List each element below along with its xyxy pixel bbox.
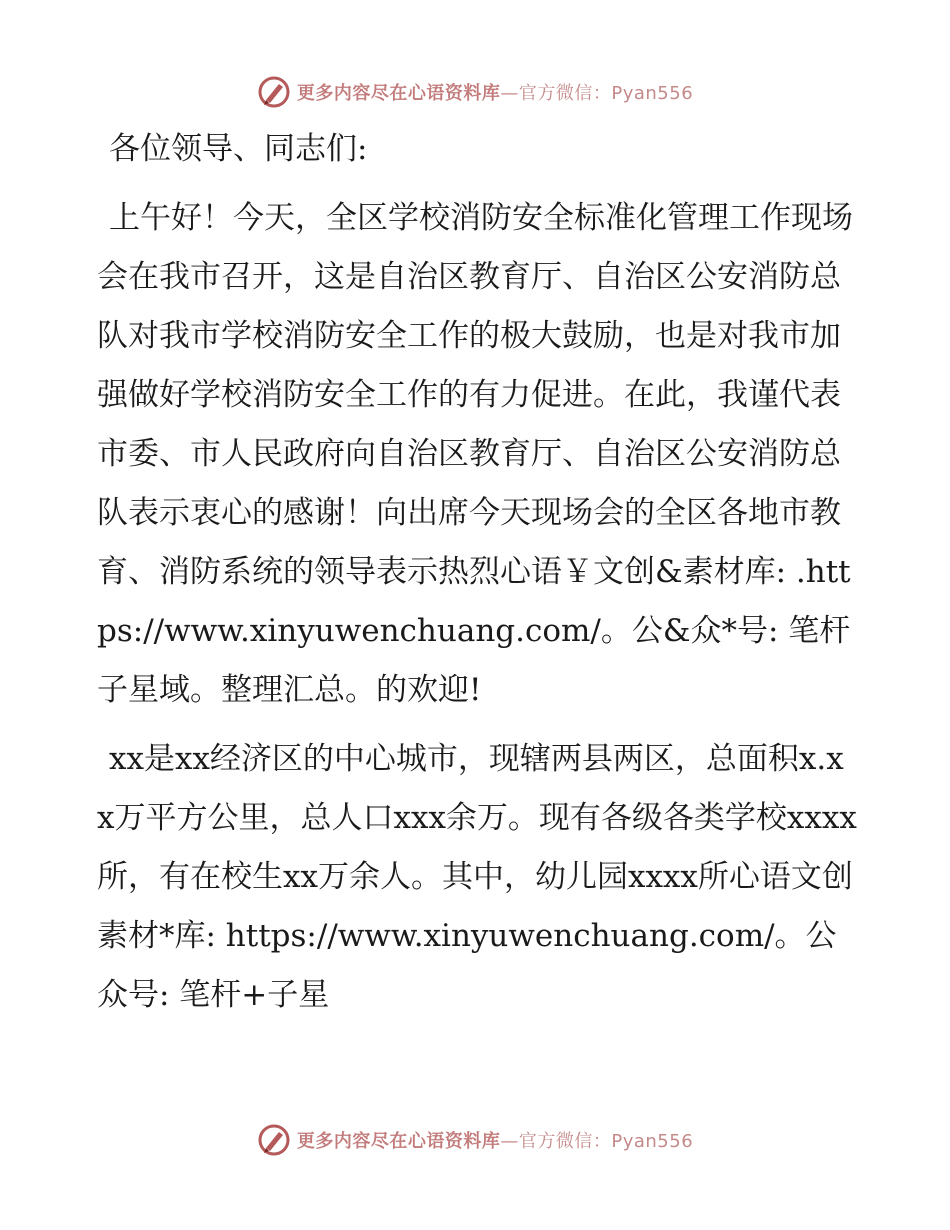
watermark-id: Pyan556	[611, 1131, 694, 1152]
footer-watermark	[0, 1120, 950, 1160]
pen-logo-icon	[257, 1123, 291, 1157]
salutation: 各位领导、同志们:	[109, 131, 368, 167]
watermark-brand: 更多内容尽在心语资料库	[296, 83, 501, 104]
document-body	[97, 120, 857, 1025]
watermark-dash: —	[500, 83, 519, 104]
paragraph-1: 上午好！今天，全区学校消防安全标准化管理工作现场会在我市召开，这是自治区教育厅、自治区公安消防总队对我市学校消防安全工作的极大鼓励，也是对我市加强做好学校消防安全工作的有力促进。在此，我谨代表市委、市人民政府向自治区教育厅、自治区公安消防总队表示衷心的感谢！向出席今天现场会的全区各地市教育、消防系统的领导表示热烈心语￥文创&素材库: .https://www.xinyuwenchuang.com/。公&众*号: 笔杆子星域。整理汇总。的欢迎!	[97, 200, 853, 708]
watermark-dash: —	[500, 1131, 519, 1152]
watermark-id: Pyan556	[611, 83, 694, 104]
watermark-label: 官方微信：	[518, 1131, 612, 1152]
watermark-label: 官方微信：	[518, 83, 612, 104]
watermark-brand: 更多内容尽在心语资料库	[296, 1131, 501, 1152]
pen-logo-icon	[257, 75, 291, 109]
header-watermark	[0, 72, 950, 112]
paragraph-2: xx是xx经济区的中心城市，现辖两县两区，总面积x.xx万平方公里，总人口xxx余万。现有各级各类学校xxxx所，有在校生xx万余人。其中，幼儿园xxxx所心语文创素材*库: https://www.xinyuwenchuang.com/。公众号: 笔杆+子星	[97, 741, 857, 1013]
watermark-text	[297, 79, 693, 105]
watermark-text	[297, 1127, 693, 1153]
